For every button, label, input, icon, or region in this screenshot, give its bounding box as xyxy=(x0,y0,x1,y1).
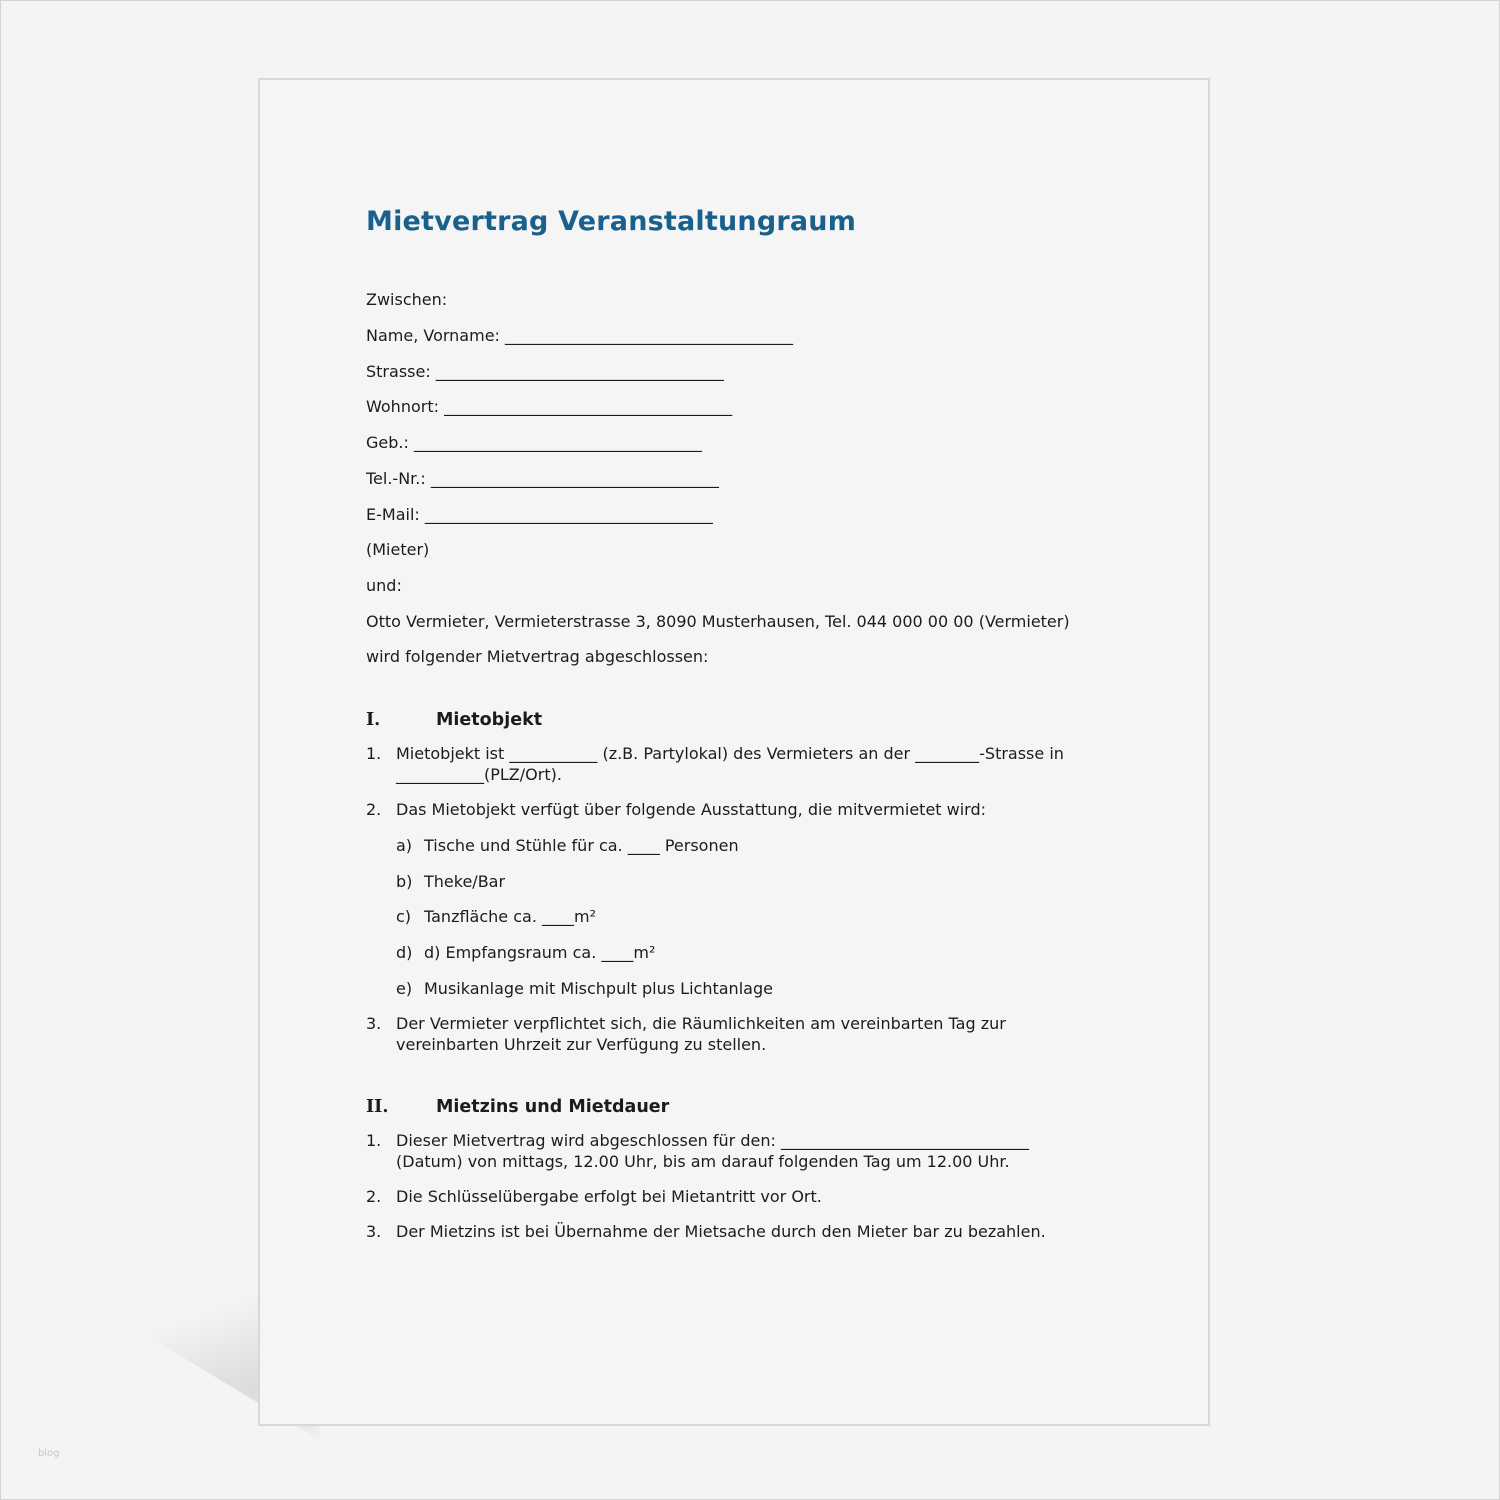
field-birth: Geb.: ____________________________________ xyxy=(366,433,702,452)
sub-label: d) xyxy=(396,943,413,962)
intro-concluded: wird folgender Mietvertrag abgeschlossen: xyxy=(366,647,709,666)
section-2-title: Mietzins und Mietdauer xyxy=(436,1097,670,1117)
section-1-number: I. xyxy=(366,710,381,730)
sub-text: Tische und Stühle für ca. ____ Personen xyxy=(424,836,739,855)
item-number: 3. xyxy=(366,1014,382,1033)
watermark: blog xyxy=(38,1448,60,1459)
item-number: 1. xyxy=(366,1131,382,1150)
document-title: Mietvertrag Veranstaltungraum xyxy=(366,206,857,237)
intro-and: und: xyxy=(366,576,402,595)
item-text: Mietobjekt ist ___________ (z.B. Partylokal) des Vermieters an der ________-Strasse in ___________(PLZ/Ort). xyxy=(396,744,1064,784)
item-text: Der Vermieter verpflichtet sich, die Räumlichkeiten am vereinbarten Tag zur vereinbarten Uhrzeit zur Verfügung zu stellen. xyxy=(396,1014,1006,1054)
sub-text: d) Empfangsraum ca. ____m² xyxy=(424,943,656,962)
sub-label: b) xyxy=(396,872,413,891)
item-text: Dieser Mietvertrag wird abgeschlossen für den: _______________________________ (Datum) von mittags, 12.00 Uhr, bis am darauf folgenden Tag um 12.00 Uhr. xyxy=(396,1131,1029,1171)
sub-label: a) xyxy=(396,836,413,855)
field-name: Name, Vorname: ____________________________________ xyxy=(366,326,794,345)
document-page xyxy=(258,78,1210,1426)
field-phone: Tel.-Nr.: ____________________________________ xyxy=(366,469,719,488)
section-1-title: Mietobjekt xyxy=(436,710,543,730)
sub-text: Musikanlage mit Mischpult plus Lichtanlage xyxy=(424,979,773,998)
item-number: 3. xyxy=(366,1222,382,1241)
field-street: Strasse: ____________________________________ xyxy=(366,362,724,381)
landlord-info: Otto Vermieter, Vermieterstrasse 3, 8090 Musterhausen, Tel. 044 000 00 00 (Vermieter) xyxy=(366,612,1070,631)
item-number: 2. xyxy=(366,800,382,819)
intro-between: Zwischen: xyxy=(366,290,448,309)
tenant-role: (Mieter) xyxy=(366,540,430,559)
field-city: Wohnort: ____________________________________ xyxy=(366,397,733,416)
item-number: 1. xyxy=(366,744,382,763)
item-number: 2. xyxy=(366,1187,382,1206)
sub-label: e) xyxy=(396,979,413,998)
item-text: Die Schlüsselübergabe erfolgt bei Mietantritt vor Ort. xyxy=(396,1187,822,1206)
sub-label: c) xyxy=(396,907,412,926)
field-email: E-Mail: ____________________________________ xyxy=(366,505,713,524)
item-text: Der Mietzins ist bei Übernahme der Mietsache durch den Mieter bar zu bezahlen. xyxy=(396,1222,1046,1241)
sub-text: Theke/Bar xyxy=(424,872,506,891)
section-2-number: II. xyxy=(366,1097,389,1117)
item-text: Das Mietobjekt verfügt über folgende Ausstattung, die mitvermietet wird: xyxy=(396,800,987,819)
sub-text: Tanzfläche ca. ____m² xyxy=(424,907,596,926)
